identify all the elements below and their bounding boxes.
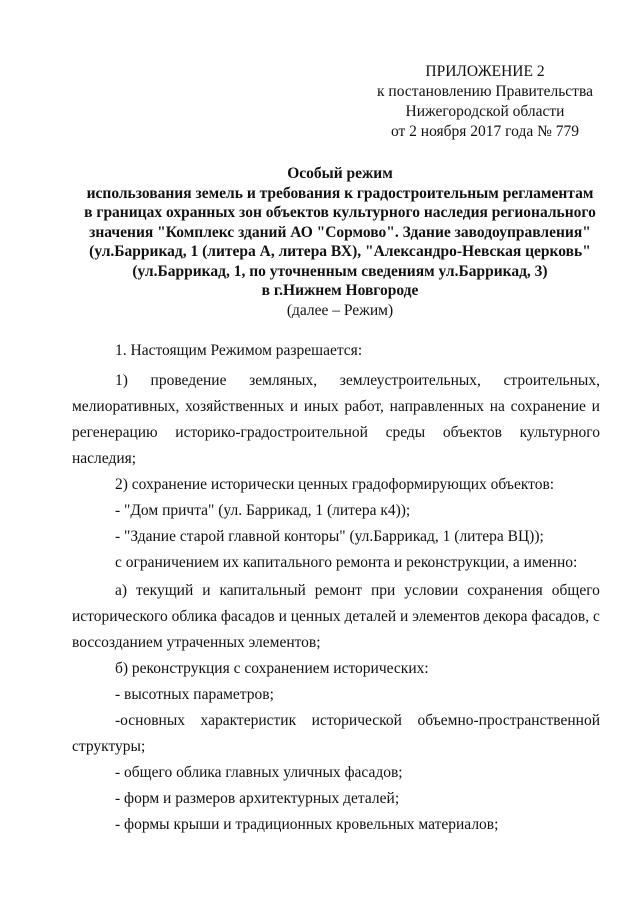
list-item: - общего облика главных уличных фасадов; — [115, 764, 403, 781]
list-item: - "Дом причта" (ул. Баррикад, 1 (литера к4)); — [115, 502, 411, 519]
word: и — [400, 608, 409, 625]
justified-line — [115, 712, 600, 730]
word: работ, — [344, 398, 384, 415]
word: ремонт — [314, 582, 363, 599]
justified-line — [72, 424, 600, 442]
word: фасадов, — [531, 608, 590, 625]
word: и — [289, 398, 299, 415]
appendix-ref-line: к постановлению Правительства — [377, 83, 593, 100]
appendix-number: ПРИЛОЖЕНИЕ 2 — [425, 63, 545, 80]
word: направленных — [389, 398, 484, 415]
title-line: (ул.Баррикад, 1, по уточненным сведениям ул.Баррикад, 3) — [132, 262, 548, 280]
justified-line — [115, 372, 600, 390]
paragraph-line: наследия; — [72, 450, 137, 467]
word: среды — [385, 424, 426, 441]
paragraph-line: б) реконструкция с сохранением исторических: — [115, 660, 429, 677]
justified-line — [115, 582, 600, 600]
word: объемно-пространственной — [417, 712, 600, 729]
word: проведение — [150, 372, 227, 389]
word: земляных, — [249, 372, 318, 389]
word: и — [591, 398, 600, 415]
title-note: (далее – Режим) — [286, 301, 394, 319]
word: и — [278, 608, 287, 625]
word: сохранения — [467, 582, 543, 599]
word: характеристик — [200, 712, 297, 729]
paragraph-line: 2) сохранение исторически ценных градоформирующих объектов: — [115, 476, 555, 493]
appendix-header — [360, 62, 610, 142]
list-item: - формы крыши и традиционных кровельных материалов; — [115, 816, 499, 833]
word: сохранение — [510, 398, 586, 415]
word: текущий — [136, 582, 194, 599]
word: при — [370, 582, 396, 599]
word: хозяйственных — [185, 398, 285, 415]
list-item: - "Здание старой главной конторы" (ул.Баррикад, 1 (литера ВЦ)); — [115, 528, 544, 545]
word: декора — [483, 608, 528, 625]
word: капитальный — [219, 582, 306, 599]
word: а) — [115, 582, 128, 599]
list-item: - форм и размеров архитектурных деталей; — [115, 790, 400, 807]
document-title — [70, 164, 610, 320]
word: -основных — [115, 712, 185, 729]
paragraph-line: с ограничением их капитального ремонта и реконструкции, а именно: — [115, 554, 578, 571]
justified-line — [72, 398, 600, 416]
word: исторического — [72, 608, 168, 625]
title-line: (ул.Баррикад, 1 (литера А, литера ВХ), "Александро-Невская церковь" — [89, 243, 591, 260]
title-line: Особый режим — [287, 165, 393, 182]
word: 1) — [115, 372, 128, 389]
word: ценных — [290, 608, 341, 625]
word: на — [489, 398, 505, 415]
word: объектов — [442, 424, 502, 441]
word: общего — [551, 582, 600, 599]
word: строительных, — [503, 372, 600, 389]
list-item: - высотных параметров; — [115, 686, 274, 703]
word: регенерацию — [72, 424, 158, 441]
word: иных — [303, 398, 339, 415]
word: условии — [404, 582, 459, 599]
title-line: в границах охранных зон объектов культурного наследия регионального — [84, 204, 596, 221]
word: историко-градостроительной — [175, 424, 368, 441]
word: облика — [171, 608, 218, 625]
word: исторической — [311, 712, 402, 729]
paragraph-line: 1. Настоящим Режимом разрешается: — [115, 342, 363, 359]
title-line: использования земель и требования к градостроительным регламентам — [86, 184, 594, 202]
word: фасадов — [220, 608, 275, 625]
word: элементов — [412, 608, 480, 625]
word: деталей — [344, 608, 397, 625]
paragraph-line: воссозданием утраченных элементов; — [72, 634, 321, 651]
word: мелиоративных, — [72, 398, 180, 415]
paragraph-line: структуры; — [72, 738, 146, 755]
appendix-ref-line: Нижегородской области — [405, 103, 565, 120]
word: с — [592, 608, 600, 625]
word: и — [202, 582, 211, 599]
word: землеустроительных, — [339, 372, 481, 389]
title-line: в г.Нижнем Новгороде — [261, 282, 419, 299]
appendix-date-line: от 2 ноября 2017 года № 779 — [390, 123, 580, 140]
title-line: значения "Комплекс зданий АО "Сормово". Здание заводоуправления" — [89, 223, 591, 241]
justified-line — [72, 608, 600, 626]
word: культурного — [519, 424, 600, 441]
